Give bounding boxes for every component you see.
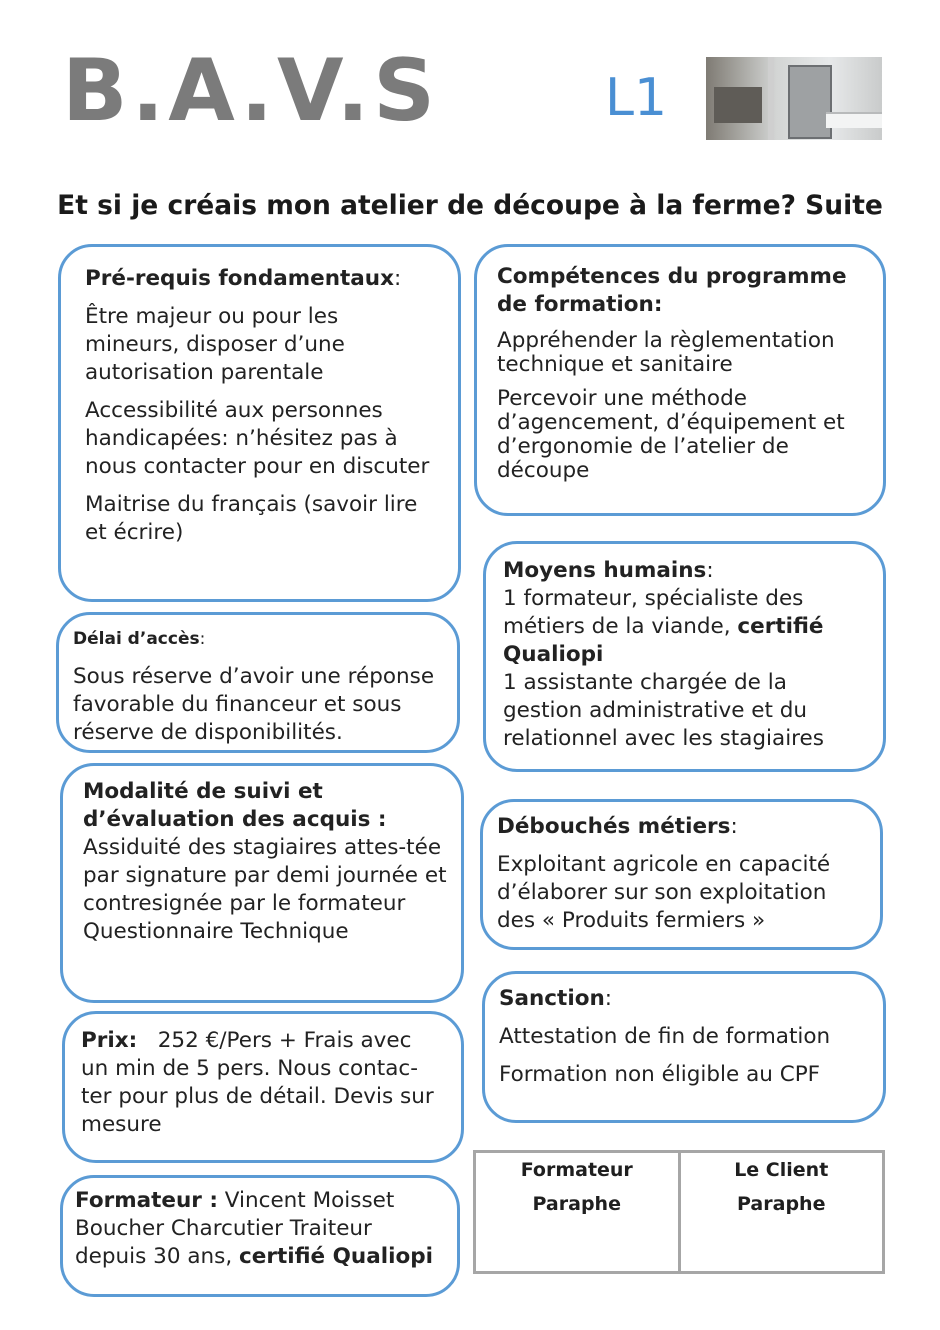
signature-cell-client[interactable] — [678, 1153, 883, 1271]
prix-heading: Prix: — [81, 1028, 138, 1053]
delai-heading: Délai d’accès — [73, 629, 200, 649]
signature-title: Le Client — [734, 1159, 829, 1181]
signature-sub: Paraphe — [737, 1193, 826, 1215]
prerequis-heading: Pré-requis fondamentaux — [85, 266, 394, 291]
page-title: Et si je créais mon atelier de découpe à la ferme? Suite — [57, 190, 883, 221]
competences-box — [474, 244, 886, 516]
signature-sub: Paraphe — [532, 1193, 621, 1215]
prix-box — [62, 1011, 464, 1163]
competences-item: Percevoir une méthode d’agencement, d’équipement et d’ergonomie de l’atelier de découpe — [497, 386, 845, 483]
delai-text: Sous réserve d’avoir une réponse favorable du financeur et sous réserve de disponibilités. — [73, 664, 435, 745]
sanction-heading: Sanction — [499, 986, 605, 1011]
prerequis-item: Maitrise du français (savoir lire et écrire) — [85, 492, 418, 545]
moyens-certification: certifié Qualiopi — [503, 614, 824, 667]
prix-text: 252 €/Pers + Frais avec un min de 5 pers. Nous contac-ter pour plus de détail. Devis sur mesure — [81, 1028, 434, 1137]
formateur-box — [60, 1175, 460, 1297]
debouches-text: Exploitant agricole en capacité d’élaborer sur son exploitation des « Produits fermiers » — [497, 852, 831, 933]
moyens-box: Moyens humains: 1 formateur, spécialiste des métiers de la viande, certifié Qualiopi 1 assistante chargée de la gestion administrative et du relationnel avec les stagiaires — [483, 541, 886, 772]
competences-item: Appréhender la règlementation technique et sanitaire — [497, 328, 835, 377]
signature-cell-formateur[interactable] — [476, 1153, 678, 1271]
signature-table — [473, 1150, 885, 1274]
modalite-box — [60, 763, 464, 1003]
modalite-text: Assiduité des stagiaires attes-tée par signature par demi journée et contresignée par le formateur — [83, 835, 447, 916]
prerequis-item: Être majeur ou pour les mineurs, disposer d’une autorisation parentale — [85, 304, 345, 385]
signature-title: Formateur — [520, 1159, 633, 1181]
modalite-heading: Modalité de suivi et d’évaluation des acquis : — [83, 779, 387, 832]
cutting-room-photo — [706, 57, 882, 140]
moyens-line: 1 assistante chargée de la gestion administrative et du relationnel avec les stagiaires — [503, 670, 824, 751]
sanction-box: Sanction: Attestation de fin de formation Formation non éligible au CPF — [482, 971, 886, 1123]
formateur-text: Boucher Charcutier Traiteur depuis 30 ans, — [75, 1216, 372, 1269]
moyens-heading: Moyens humains — [503, 558, 707, 583]
formateur-heading: Formateur : — [75, 1188, 218, 1213]
competences-heading: Compétences du programme de formation: — [497, 264, 847, 317]
modalite-text: Questionnaire Technique — [83, 919, 349, 944]
prerequis-item: Accessibilité aux personnes handicapées: n’hésitez pas à nous contacter pour en discuter — [85, 398, 430, 479]
prerequis-box: Pré-requis fondamentaux: Être majeur ou pour les mineurs, disposer d’une autorisation parentale Accessibilité aux personnes handicapées: n’hésitez pas à nous contacter pour en discuter Maitrise du français (savoir lire et écrire) — [58, 244, 461, 602]
formateur-name: Vincent Moisset — [224, 1188, 395, 1213]
sanction-item: Attestation de fin de formation — [499, 1024, 831, 1049]
delai-box: Délai d’accès: Sous réserve d’avoir une réponse favorable du financeur et sous réserve de disponibilités. — [56, 612, 460, 753]
moyens-line: 1 formateur, spécialiste des métiers de la viande, — [503, 586, 804, 639]
formateur-certification: certifié Qualiopi — [239, 1244, 433, 1269]
debouches-heading: Débouchés métiers — [497, 814, 731, 839]
level-label: L1 — [605, 68, 668, 128]
sanction-item: Formation non éligible au CPF — [499, 1062, 821, 1087]
debouches-box: Débouchés métiers: Exploitant agricole en capacité d’élaborer sur son exploitation des « Produits fermiers » — [480, 799, 883, 950]
logo-text: B.A.V.S — [62, 41, 440, 141]
